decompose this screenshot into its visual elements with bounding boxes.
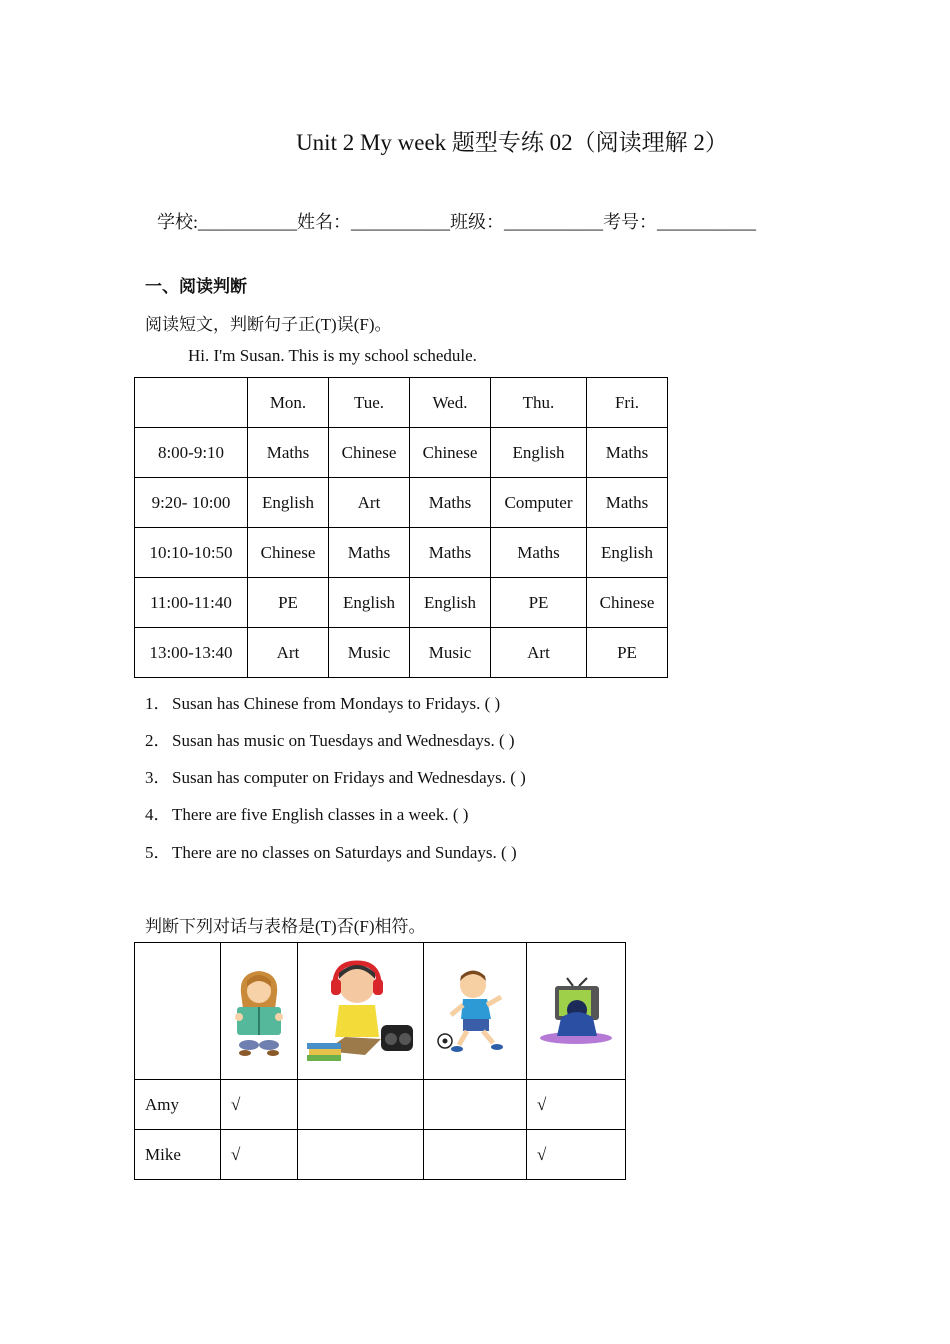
question-item <box>145 763 526 788</box>
day-header: Thu. <box>491 378 587 428</box>
picture-cell <box>298 943 424 1080</box>
subject-cell: Maths <box>248 428 329 478</box>
subject-cell: PE <box>491 578 587 628</box>
day-header: Wed. <box>410 378 491 428</box>
question-number: 5． <box>145 843 171 862</box>
subject-cell: Computer <box>491 478 587 528</box>
question-number: 4． <box>145 805 171 824</box>
subject-cell: Chinese <box>248 528 329 578</box>
mark-cell <box>298 1130 424 1180</box>
picture-cell <box>527 943 626 1080</box>
schedule-row <box>135 628 668 678</box>
question-number: 2． <box>145 731 171 750</box>
picture-cell <box>424 943 527 1080</box>
question-item <box>145 838 517 863</box>
student-info-line: 学校:___________姓名：___________班级：___________考号：___________ <box>157 212 756 232</box>
subject-cell: Art <box>248 628 329 678</box>
mark-cell: √ <box>527 1080 626 1130</box>
question-item <box>145 726 515 751</box>
blank-corner-cell <box>135 943 221 1080</box>
time-cell: 10:10-10:50 <box>135 528 248 578</box>
day-header: Mon. <box>248 378 329 428</box>
girl-reading-icon <box>231 965 287 1057</box>
question-text: Susan has computer on Fridays and Wednesdays. ( ) <box>172 768 526 787</box>
question-text: There are no classes on Saturdays and Sundays. ( ) <box>172 843 517 862</box>
section-heading: 一、阅读判断 <box>145 277 247 297</box>
subject-cell: Maths <box>410 528 491 578</box>
picture-cell <box>221 943 298 1080</box>
day-header: Tue. <box>329 378 410 428</box>
mark-cell: √ <box>221 1080 298 1130</box>
question-number: 1． <box>145 694 171 713</box>
schedule-row <box>135 428 668 478</box>
subject-cell: English <box>491 428 587 478</box>
day-header: Fri. <box>587 378 668 428</box>
time-cell: 13:00-13:40 <box>135 628 248 678</box>
child-name-cell: Mike <box>135 1130 221 1180</box>
schedule-row <box>135 528 668 578</box>
subject-cell: English <box>587 528 668 578</box>
subject-cell: Music <box>329 628 410 678</box>
school-schedule-table <box>134 377 668 678</box>
schedule-row <box>135 578 668 628</box>
activity-row <box>135 1130 626 1180</box>
activity-row <box>135 1080 626 1130</box>
child-watching-tv-icon <box>537 976 615 1046</box>
schedule-header-row <box>135 378 668 428</box>
question-text: There are five English classes in a week. ( ) <box>172 805 469 824</box>
subject-cell: Chinese <box>410 428 491 478</box>
child-name-cell: Amy <box>135 1080 221 1130</box>
mark-cell <box>298 1080 424 1130</box>
subject-cell: Chinese <box>587 578 668 628</box>
mark-cell: √ <box>221 1130 298 1180</box>
subject-cell: Art <box>491 628 587 678</box>
subject-cell: Maths <box>329 528 410 578</box>
activity-table <box>134 942 626 1180</box>
subject-cell: English <box>329 578 410 628</box>
subject-cell: English <box>410 578 491 628</box>
time-cell: 11:00-11:40 <box>135 578 248 628</box>
question-text: Susan has music on Tuesdays and Wednesdays. ( ) <box>172 731 515 750</box>
subject-cell: PE <box>248 578 329 628</box>
subject-cell: Music <box>410 628 491 678</box>
time-cell: 9:20- 10:00 <box>135 478 248 528</box>
activity-picture-row <box>135 943 626 1080</box>
subject-cell: Maths <box>410 478 491 528</box>
subject-cell: Maths <box>587 428 668 478</box>
schedule-corner-cell <box>135 378 248 428</box>
reading-instruction: 阅读短文，判断句子正(T)误(F)。 <box>145 315 392 334</box>
question-item <box>145 800 468 825</box>
mark-cell <box>424 1130 527 1180</box>
subject-cell: Art <box>329 478 410 528</box>
subject-cell: Maths <box>491 528 587 578</box>
subject-cell: PE <box>587 628 668 678</box>
time-cell: 8:00-9:10 <box>135 428 248 478</box>
page-title: Unit 2 My week 题型专练 02（阅读理解 2） <box>296 130 728 155</box>
question-item <box>145 689 500 714</box>
question-text: Susan has Chinese from Mondays to Fridays. ( ) <box>172 694 501 713</box>
dialogue-instruction: 判断下列对话与表格是(T)否(F)相符。 <box>145 917 426 936</box>
subject-cell: Maths <box>587 478 668 528</box>
boy-listening-music-icon <box>305 959 417 1063</box>
mark-cell: √ <box>527 1130 626 1180</box>
subject-cell: English <box>248 478 329 528</box>
boy-playing-football-icon <box>437 967 513 1055</box>
passage-intro: Hi. I'm Susan. This is my school schedule. <box>188 346 477 365</box>
question-number: 3． <box>145 768 171 787</box>
subject-cell: Chinese <box>329 428 410 478</box>
mark-cell <box>424 1080 527 1130</box>
schedule-row <box>135 478 668 528</box>
